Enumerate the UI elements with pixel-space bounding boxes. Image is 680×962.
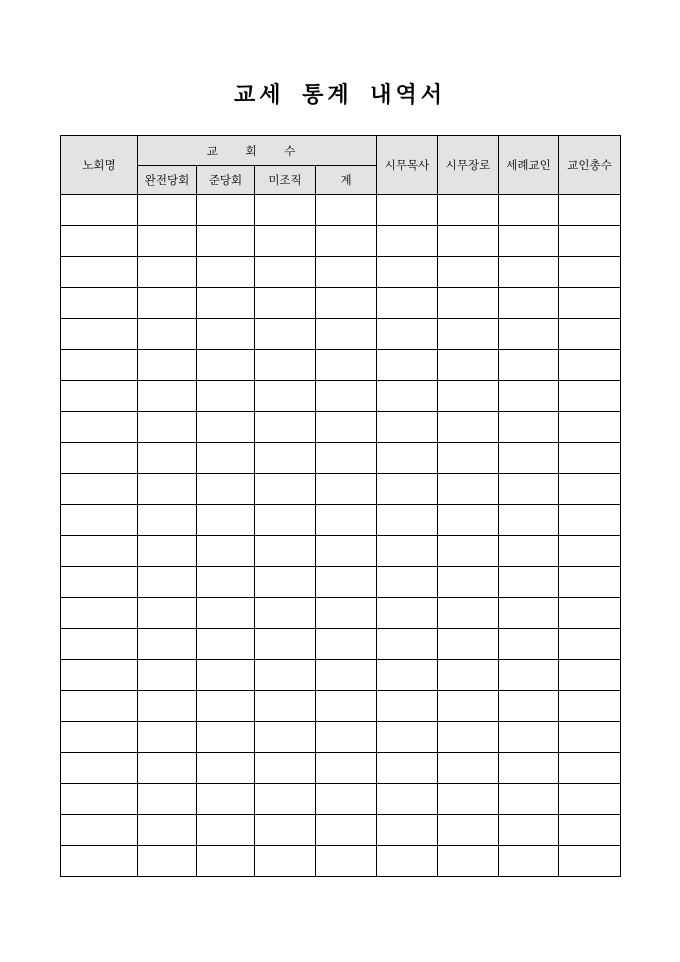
cell-semi-session[interactable] — [197, 691, 255, 722]
table-row — [61, 257, 621, 288]
cell-unorganized[interactable] — [255, 195, 316, 226]
cell-baptized-members[interactable] — [499, 784, 559, 815]
table-row — [61, 381, 621, 412]
header-elders: 시무장로 — [438, 136, 499, 195]
cell-church-total[interactable] — [316, 815, 377, 846]
header-row-top — [61, 136, 621, 166]
cell-church-total[interactable] — [316, 536, 377, 567]
cell-ministers[interactable] — [377, 350, 438, 381]
cell-elders[interactable] — [438, 691, 499, 722]
cell-baptized-members[interactable] — [499, 846, 559, 877]
cell-presbytery-name[interactable] — [61, 660, 138, 691]
table-row — [61, 288, 621, 319]
cell-full-session[interactable] — [138, 381, 197, 412]
cell-baptized-members[interactable] — [499, 567, 559, 598]
cell-semi-session[interactable] — [197, 660, 255, 691]
cell-elders[interactable] — [438, 257, 499, 288]
cell-baptized-members[interactable] — [499, 660, 559, 691]
table-row — [61, 505, 621, 536]
cell-unorganized[interactable] — [255, 474, 316, 505]
cell-elders[interactable] — [438, 505, 499, 536]
cell-elders[interactable] — [438, 629, 499, 660]
cell-unorganized[interactable] — [255, 629, 316, 660]
cell-total-members[interactable] — [559, 784, 621, 815]
table-row — [61, 319, 621, 350]
cell-elders[interactable] — [438, 722, 499, 753]
cell-church-total[interactable] — [316, 846, 377, 877]
table-row — [61, 629, 621, 660]
header-total-members: 교인총수 — [559, 136, 621, 195]
cell-semi-session[interactable] — [197, 536, 255, 567]
cell-full-session[interactable] — [138, 567, 197, 598]
cell-unorganized[interactable] — [255, 567, 316, 598]
cell-church-total[interactable] — [316, 257, 377, 288]
cell-ministers[interactable] — [377, 505, 438, 536]
cell-church-total[interactable] — [316, 753, 377, 784]
cell-baptized-members[interactable] — [499, 257, 559, 288]
cell-presbytery-name[interactable] — [61, 474, 138, 505]
cell-semi-session[interactable] — [197, 350, 255, 381]
cell-ministers[interactable] — [377, 195, 438, 226]
cell-semi-session[interactable] — [197, 257, 255, 288]
header-baptized-members: 세례교인 — [499, 136, 559, 195]
cell-total-members[interactable] — [559, 319, 621, 350]
cell-presbytery-name[interactable] — [61, 784, 138, 815]
cell-church-total[interactable] — [316, 443, 377, 474]
cell-presbytery-name[interactable] — [61, 319, 138, 350]
header-church-count: 교 회 수 — [138, 136, 377, 166]
cell-unorganized[interactable] — [255, 660, 316, 691]
cell-baptized-members[interactable] — [499, 381, 559, 412]
cell-total-members[interactable] — [559, 226, 621, 257]
cell-church-total[interactable] — [316, 722, 377, 753]
cell-baptized-members[interactable] — [499, 629, 559, 660]
cell-full-session[interactable] — [138, 474, 197, 505]
cell-presbytery-name[interactable] — [61, 412, 138, 443]
cell-presbytery-name[interactable] — [61, 288, 138, 319]
cell-baptized-members[interactable] — [499, 815, 559, 846]
cell-full-session[interactable] — [138, 226, 197, 257]
cell-unorganized[interactable] — [255, 381, 316, 412]
cell-baptized-members[interactable] — [499, 691, 559, 722]
cell-elders[interactable] — [438, 226, 499, 257]
cell-unorganized[interactable] — [255, 846, 316, 877]
cell-ministers[interactable] — [377, 691, 438, 722]
table-row — [61, 412, 621, 443]
cell-baptized-members[interactable] — [499, 474, 559, 505]
cell-unorganized[interactable] — [255, 536, 316, 567]
cell-total-members[interactable] — [559, 629, 621, 660]
cell-semi-session[interactable] — [197, 598, 255, 629]
cell-unorganized[interactable] — [255, 722, 316, 753]
cell-full-session[interactable] — [138, 598, 197, 629]
cell-elders[interactable] — [438, 412, 499, 443]
cell-unorganized[interactable] — [255, 784, 316, 815]
cell-elders[interactable] — [438, 598, 499, 629]
cell-unorganized[interactable] — [255, 691, 316, 722]
cell-semi-session[interactable] — [197, 381, 255, 412]
header-full-session: 완전당회 — [138, 166, 197, 195]
cell-semi-session[interactable] — [197, 319, 255, 350]
cell-ministers[interactable] — [377, 660, 438, 691]
cell-unorganized[interactable] — [255, 226, 316, 257]
cell-full-session[interactable] — [138, 412, 197, 443]
cell-elders[interactable] — [438, 381, 499, 412]
table-body — [61, 195, 621, 877]
cell-presbytery-name[interactable] — [61, 226, 138, 257]
cell-full-session[interactable] — [138, 195, 197, 226]
cell-semi-session[interactable] — [197, 412, 255, 443]
cell-baptized-members[interactable] — [499, 288, 559, 319]
table-row — [61, 474, 621, 505]
cell-church-total[interactable] — [316, 691, 377, 722]
table-row — [61, 226, 621, 257]
cell-unorganized[interactable] — [255, 412, 316, 443]
page-title: 교세 통계 내역서 — [233, 82, 447, 108]
cell-total-members[interactable] — [559, 412, 621, 443]
cell-church-total[interactable] — [316, 412, 377, 443]
cell-church-total[interactable] — [316, 567, 377, 598]
table-row — [61, 443, 621, 474]
table-row — [61, 598, 621, 629]
cell-church-total[interactable] — [316, 505, 377, 536]
cell-baptized-members[interactable] — [499, 195, 559, 226]
cell-presbytery-name[interactable] — [61, 257, 138, 288]
cell-baptized-members[interactable] — [499, 536, 559, 567]
cell-ministers[interactable] — [377, 257, 438, 288]
cell-total-members[interactable] — [559, 753, 621, 784]
table-row — [61, 784, 621, 815]
header-total: 계 — [316, 166, 377, 195]
header-ministers: 시무목사 — [377, 136, 438, 195]
cell-baptized-members[interactable] — [499, 319, 559, 350]
cell-unorganized[interactable] — [255, 505, 316, 536]
cell-presbytery-name[interactable] — [61, 815, 138, 846]
cell-elders[interactable] — [438, 567, 499, 598]
cell-total-members[interactable] — [559, 350, 621, 381]
table-row — [61, 350, 621, 381]
cell-ministers[interactable] — [377, 722, 438, 753]
cell-baptized-members[interactable] — [499, 722, 559, 753]
cell-total-members[interactable] — [559, 505, 621, 536]
cell-full-session[interactable] — [138, 536, 197, 567]
table-row — [61, 846, 621, 877]
cell-presbytery-name[interactable] — [61, 443, 138, 474]
cell-baptized-members[interactable] — [499, 505, 559, 536]
cell-semi-session[interactable] — [197, 784, 255, 815]
cell-full-session[interactable] — [138, 629, 197, 660]
cell-total-members[interactable] — [559, 443, 621, 474]
cell-elders[interactable] — [438, 660, 499, 691]
cell-elders[interactable] — [438, 350, 499, 381]
cell-presbytery-name[interactable] — [61, 753, 138, 784]
cell-baptized-members[interactable] — [499, 598, 559, 629]
cell-ministers[interactable] — [377, 412, 438, 443]
cell-full-session[interactable] — [138, 815, 197, 846]
cell-full-session[interactable] — [138, 288, 197, 319]
cell-full-session[interactable] — [138, 753, 197, 784]
cell-ministers[interactable] — [377, 598, 438, 629]
table-row — [61, 567, 621, 598]
cell-semi-session[interactable] — [197, 443, 255, 474]
cell-total-members[interactable] — [559, 598, 621, 629]
cell-ministers[interactable] — [377, 753, 438, 784]
cell-presbytery-name[interactable] — [61, 195, 138, 226]
table-row — [61, 536, 621, 567]
cell-church-total[interactable] — [316, 195, 377, 226]
cell-elders[interactable] — [438, 195, 499, 226]
cell-semi-session[interactable] — [197, 846, 255, 877]
cell-full-session[interactable] — [138, 846, 197, 877]
cell-elders[interactable] — [438, 784, 499, 815]
cell-total-members[interactable] — [559, 660, 621, 691]
cell-ministers[interactable] — [377, 536, 438, 567]
cell-baptized-members[interactable] — [499, 226, 559, 257]
cell-total-members[interactable] — [559, 257, 621, 288]
table-row — [61, 660, 621, 691]
cell-presbytery-name[interactable] — [61, 598, 138, 629]
table-row — [61, 722, 621, 753]
cell-elders[interactable] — [438, 288, 499, 319]
cell-unorganized[interactable] — [255, 598, 316, 629]
cell-elders[interactable] — [438, 815, 499, 846]
cell-unorganized[interactable] — [255, 815, 316, 846]
cell-semi-session[interactable] — [197, 288, 255, 319]
cell-baptized-members[interactable] — [499, 443, 559, 474]
cell-total-members[interactable] — [559, 815, 621, 846]
cell-church-total[interactable] — [316, 226, 377, 257]
cell-full-session[interactable] — [138, 660, 197, 691]
cell-presbytery-name[interactable] — [61, 536, 138, 567]
cell-total-members[interactable] — [559, 474, 621, 505]
cell-unorganized[interactable] — [255, 350, 316, 381]
cell-ministers[interactable] — [377, 567, 438, 598]
cell-full-session[interactable] — [138, 784, 197, 815]
cell-presbytery-name[interactable] — [61, 691, 138, 722]
cell-unorganized[interactable] — [255, 319, 316, 350]
cell-presbytery-name[interactable] — [61, 629, 138, 660]
cell-presbytery-name[interactable] — [61, 846, 138, 877]
header-semi-session: 준당회 — [197, 166, 255, 195]
cell-church-total[interactable] — [316, 474, 377, 505]
cell-ministers[interactable] — [377, 288, 438, 319]
cell-total-members[interactable] — [559, 691, 621, 722]
church-statistics-table — [60, 135, 621, 877]
cell-church-total[interactable] — [316, 381, 377, 412]
cell-baptized-members[interactable] — [499, 412, 559, 443]
table-row — [61, 815, 621, 846]
cell-church-total[interactable] — [316, 288, 377, 319]
cell-presbytery-name[interactable] — [61, 567, 138, 598]
cell-full-session[interactable] — [138, 722, 197, 753]
cell-semi-session[interactable] — [197, 195, 255, 226]
cell-presbytery-name[interactable] — [61, 350, 138, 381]
cell-full-session[interactable] — [138, 505, 197, 536]
cell-ministers[interactable] — [377, 443, 438, 474]
table-row — [61, 753, 621, 784]
cell-ministers[interactable] — [377, 474, 438, 505]
table-row — [61, 195, 621, 226]
cell-church-total[interactable] — [316, 660, 377, 691]
cell-semi-session[interactable] — [197, 629, 255, 660]
cell-ministers[interactable] — [377, 784, 438, 815]
cell-presbytery-name[interactable] — [61, 722, 138, 753]
cell-semi-session[interactable] — [197, 226, 255, 257]
cell-elders[interactable] — [438, 846, 499, 877]
cell-ministers[interactable] — [377, 319, 438, 350]
cell-full-session[interactable] — [138, 319, 197, 350]
cell-semi-session[interactable] — [197, 722, 255, 753]
cell-church-total[interactable] — [316, 598, 377, 629]
cell-elders[interactable] — [438, 536, 499, 567]
cell-unorganized[interactable] — [255, 443, 316, 474]
cell-semi-session[interactable] — [197, 505, 255, 536]
cell-ministers[interactable] — [377, 815, 438, 846]
cell-full-session[interactable] — [138, 443, 197, 474]
cell-elders[interactable] — [438, 443, 499, 474]
cell-elders[interactable] — [438, 753, 499, 784]
cell-church-total[interactable] — [316, 350, 377, 381]
cell-semi-session[interactable] — [197, 474, 255, 505]
cell-full-session[interactable] — [138, 257, 197, 288]
cell-unorganized[interactable] — [255, 288, 316, 319]
cell-semi-session[interactable] — [197, 567, 255, 598]
cell-ministers[interactable] — [377, 629, 438, 660]
cell-ministers[interactable] — [377, 381, 438, 412]
cell-baptized-members[interactable] — [499, 753, 559, 784]
header-presbytery-name: 노회명 — [61, 136, 138, 195]
cell-full-session[interactable] — [138, 691, 197, 722]
cell-semi-session[interactable] — [197, 815, 255, 846]
cell-total-members[interactable] — [559, 288, 621, 319]
cell-total-members[interactable] — [559, 195, 621, 226]
cell-semi-session[interactable] — [197, 753, 255, 784]
cell-ministers[interactable] — [377, 846, 438, 877]
cell-church-total[interactable] — [316, 784, 377, 815]
cell-presbytery-name[interactable] — [61, 505, 138, 536]
cell-unorganized[interactable] — [255, 753, 316, 784]
cell-church-total[interactable] — [316, 629, 377, 660]
cell-full-session[interactable] — [138, 350, 197, 381]
table-row — [61, 691, 621, 722]
cell-total-members[interactable] — [559, 567, 621, 598]
cell-total-members[interactable] — [559, 381, 621, 412]
cell-baptized-members[interactable] — [499, 350, 559, 381]
cell-ministers[interactable] — [377, 226, 438, 257]
cell-total-members[interactable] — [559, 846, 621, 877]
cell-presbytery-name[interactable] — [61, 381, 138, 412]
cell-unorganized[interactable] — [255, 257, 316, 288]
cell-church-total[interactable] — [316, 319, 377, 350]
cell-elders[interactable] — [438, 474, 499, 505]
cell-total-members[interactable] — [559, 536, 621, 567]
header-unorganized: 미조직 — [255, 166, 316, 195]
cell-total-members[interactable] — [559, 722, 621, 753]
cell-elders[interactable] — [438, 319, 499, 350]
